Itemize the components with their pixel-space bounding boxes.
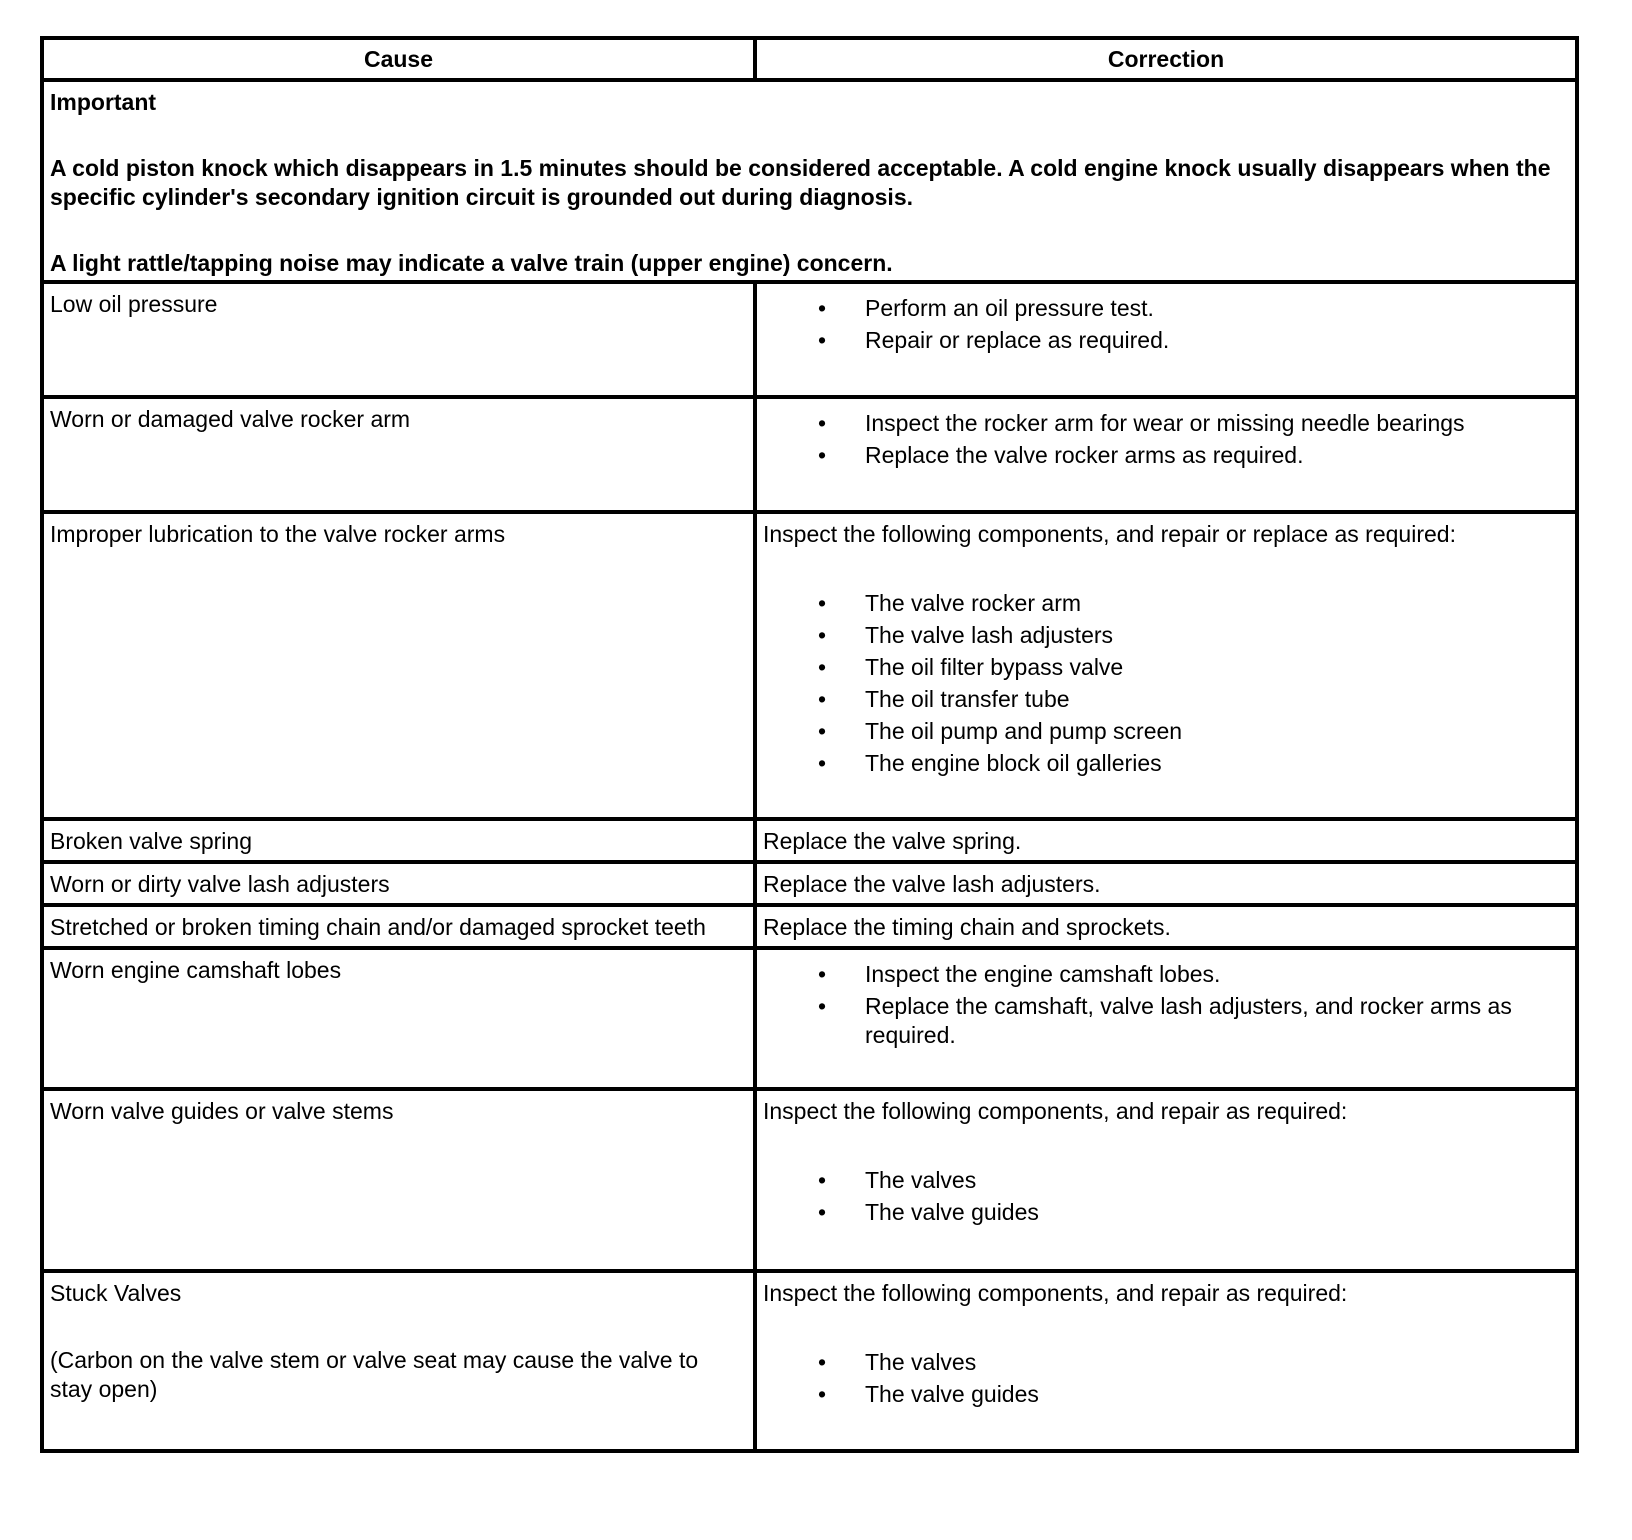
table-row <box>42 948 1577 1089</box>
bullet-icon: • <box>818 1167 827 1193</box>
list-item: • Perform an oil pressure test. <box>818 295 1154 321</box>
list-item: • The valve guides <box>818 1381 1039 1407</box>
cause-cell <box>42 1271 755 1451</box>
list-item: • The oil transfer tube <box>818 686 1070 712</box>
list-item: • Replace the valve rocker arms as required. <box>818 442 1304 468</box>
correction-list <box>763 294 1567 355</box>
cause-cell: Worn valve guides or valve stems <box>42 1089 755 1271</box>
bullet-icon: • <box>818 993 827 1019</box>
important-cell <box>42 80 1577 282</box>
list-item: • The valve rocker arm <box>818 590 1082 616</box>
correction-cell: Replace the valve lash adjusters. <box>755 862 1577 905</box>
correction-intro: Inspect the following components, and repair as required: <box>763 1280 1348 1306</box>
bullet-icon: • <box>818 1381 827 1407</box>
correction-list <box>763 409 1567 470</box>
important-title: Important <box>50 89 157 115</box>
cause-cell: Low oil pressure <box>42 282 755 397</box>
cause-cell: Worn or dirty valve lash adjusters <box>42 862 755 905</box>
list-item: • The valve lash adjusters <box>818 622 1114 648</box>
bullet-icon: • <box>818 327 827 353</box>
table-row <box>42 1271 1577 1451</box>
list-item: • The oil pump and pump screen <box>818 718 1183 744</box>
list-item: • Replace the camshaft, valve lash adjusters, and rocker arms as required. <box>818 993 1512 1048</box>
bullet-icon: • <box>818 654 827 680</box>
correction-cell: Replace the valve spring. <box>755 819 1577 862</box>
header-row <box>42 38 1577 80</box>
table-row <box>42 1089 1577 1271</box>
cause-note: (Carbon on the valve stem or valve seat may cause the valve to stay open) <box>50 1347 699 1402</box>
cause-cell: Stretched or broken timing chain and/or damaged sprocket teeth <box>42 905 755 948</box>
correction-cell <box>755 948 1577 1089</box>
table-row <box>42 862 1577 905</box>
bullet-icon: • <box>818 718 827 744</box>
bullet-icon: • <box>818 442 827 468</box>
important-para-1: A cold piston knock which disappears in 1.5 minutes should be considered acceptable. A cold engine knock usually disappears when the specific cylinder's secondary ignition circuit is grounded out during diagnosis. <box>50 155 1551 210</box>
header-cause: Cause <box>42 38 755 80</box>
correction-cell <box>755 397 1577 512</box>
correction-intro: Inspect the following components, and repair or replace as required: <box>763 521 1456 547</box>
header-correction: Correction <box>755 38 1577 80</box>
bullet-icon: • <box>818 1199 827 1225</box>
correction-list <box>763 589 1567 778</box>
cause-text: Stuck Valves <box>50 1280 182 1306</box>
correction-cell <box>755 282 1577 397</box>
important-para-2: A light rattle/tapping noise may indicate a valve train (upper engine) concern. <box>50 250 893 276</box>
list-item: • Inspect the rocker arm for wear or missing needle bearings <box>818 410 1465 436</box>
list-item: • Repair or replace as required. <box>818 327 1170 353</box>
correction-cell <box>755 512 1577 819</box>
cause-cell: Worn or damaged valve rocker arm <box>42 397 755 512</box>
bullet-icon: • <box>818 295 827 321</box>
list-item: • The valves <box>818 1167 977 1193</box>
table-row <box>42 282 1577 397</box>
table-row <box>42 905 1577 948</box>
list-item: • The oil filter bypass valve <box>818 654 1124 680</box>
table-row <box>42 397 1577 512</box>
cause-cell: Worn engine camshaft lobes <box>42 948 755 1089</box>
bullet-icon: • <box>818 686 827 712</box>
list-item: • The valve guides <box>818 1199 1039 1225</box>
correction-list <box>763 1166 1567 1227</box>
correction-list <box>763 960 1567 1050</box>
bullet-icon: • <box>818 622 827 648</box>
cause-cell: Improper lubrication to the valve rocker arms <box>42 512 755 819</box>
correction-intro: Inspect the following components, and repair as required: <box>763 1098 1348 1124</box>
correction-cell <box>755 1271 1577 1451</box>
bullet-icon: • <box>818 961 827 987</box>
list-item: • The valves <box>818 1349 977 1375</box>
diagnosis-table <box>40 36 1579 1453</box>
cause-cell: Broken valve spring <box>42 819 755 862</box>
list-item: • Inspect the engine camshaft lobes. <box>818 961 1221 987</box>
bullet-icon: • <box>818 410 827 436</box>
correction-cell: Replace the timing chain and sprockets. <box>755 905 1577 948</box>
table-row <box>42 512 1577 819</box>
table-row <box>42 819 1577 862</box>
correction-list <box>763 1348 1567 1409</box>
bullet-icon: • <box>818 750 827 776</box>
list-item: • The engine block oil galleries <box>818 750 1162 776</box>
correction-cell <box>755 1089 1577 1271</box>
important-row <box>42 80 1577 282</box>
bullet-icon: • <box>818 590 827 616</box>
bullet-icon: • <box>818 1349 827 1375</box>
